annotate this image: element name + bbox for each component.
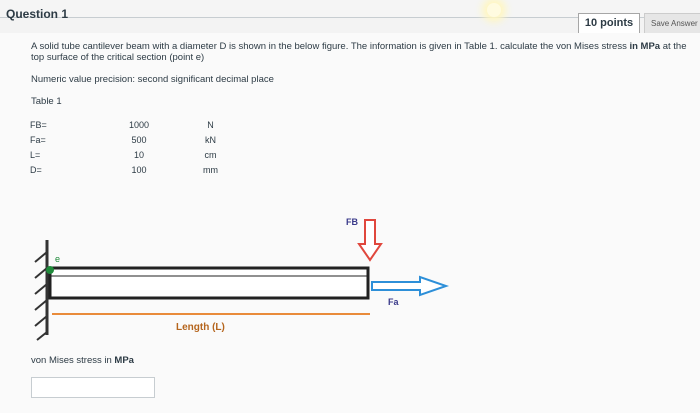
table-unit: N	[207, 120, 214, 130]
table-value: 1000	[128, 120, 150, 130]
length-label: Length (L)	[176, 322, 225, 333]
beam-body	[50, 268, 368, 298]
table-value: 100	[131, 165, 147, 175]
answer-label-unit: MPa	[114, 355, 134, 366]
table-label: FB=	[30, 120, 47, 130]
wall-hatching	[35, 252, 47, 340]
table-value: 10	[133, 150, 144, 160]
fb-label: FB	[346, 217, 358, 227]
beam-figure	[0, 200, 700, 350]
point-e-marker	[46, 266, 54, 274]
table-unit: cm	[204, 150, 217, 160]
table-label: L=	[30, 150, 41, 160]
point-e-label: e	[55, 254, 61, 264]
table-value: 500	[131, 135, 147, 145]
table-values-column	[124, 120, 154, 180]
question-text-part2: at the top surface of the critical section (point e)	[31, 41, 687, 63]
fa-force-arrow	[372, 277, 446, 295]
table-title: Table 1	[31, 96, 62, 107]
save-answer-button[interactable]: Save Answer	[644, 13, 700, 34]
fa-label: Fa	[388, 297, 399, 307]
question-text-bold: in MPa	[629, 41, 661, 52]
question-text	[31, 41, 691, 63]
table-label: D=	[30, 165, 42, 175]
table-units-column	[198, 120, 223, 180]
precision-note: Numeric value precision: second significant decimal place	[31, 74, 274, 85]
answer-input[interactable]	[31, 377, 155, 398]
answer-label	[31, 355, 134, 366]
table-label: Fa=	[30, 135, 46, 145]
table-unit: mm	[203, 165, 218, 175]
fb-force-arrow	[359, 220, 381, 260]
points-badge: 10 points	[578, 13, 640, 34]
answer-label-text: von Mises stress in	[31, 355, 115, 366]
table-unit: kN	[205, 135, 216, 145]
question-text-part1: A solid tube cantilever beam with a diameter D is shown in the below figure. The information is given in Table 1. calculate the von Mises stress	[31, 41, 630, 52]
question-title: Question 1	[6, 7, 69, 21]
light-glare	[487, 3, 501, 17]
table-labels-column	[30, 120, 47, 180]
